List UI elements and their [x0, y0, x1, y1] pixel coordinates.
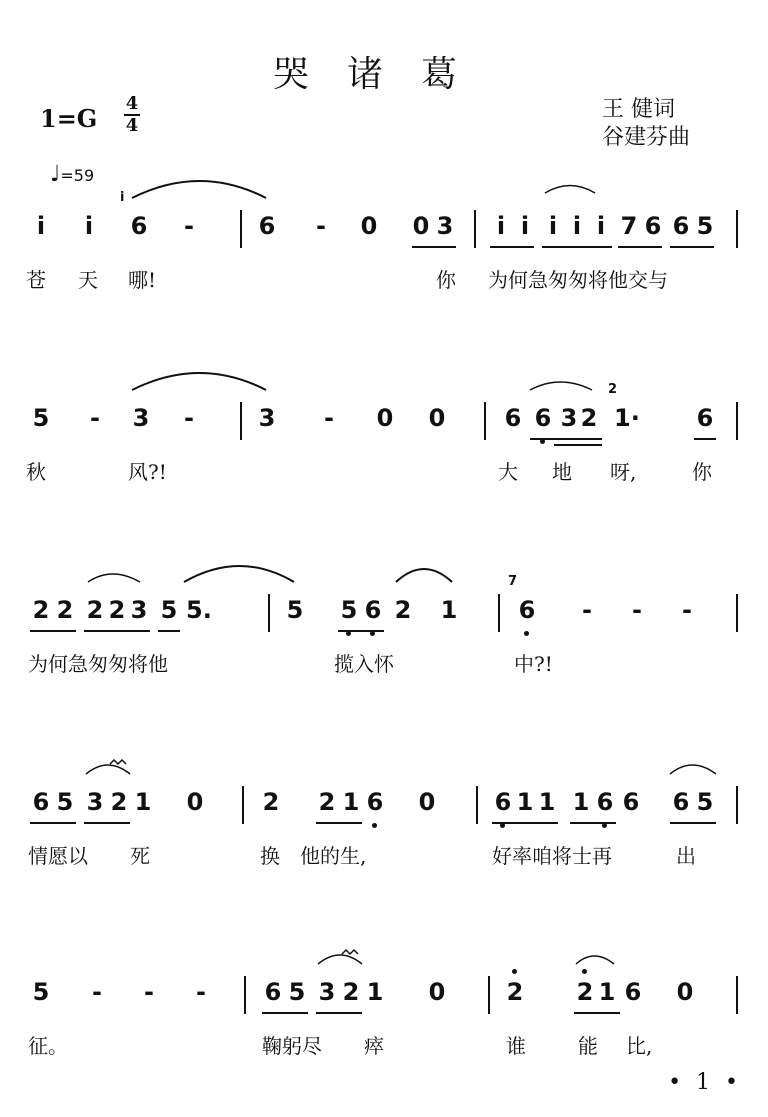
- underline: [338, 630, 384, 632]
- note: -: [184, 212, 194, 240]
- lyric: 秋: [26, 460, 46, 484]
- lyric: 揽入怀: [334, 652, 394, 676]
- barline: [736, 594, 738, 632]
- note: 2: [108, 596, 126, 624]
- underline: [670, 822, 716, 824]
- note: 5: [340, 596, 358, 624]
- lyric: 好率咱将士再: [492, 844, 612, 868]
- note: -: [316, 212, 326, 240]
- lyric: 为何急匆匆将他: [28, 652, 168, 676]
- note: i: [596, 212, 606, 240]
- note: 2: [342, 978, 360, 1006]
- lyric: 风?!: [128, 460, 167, 484]
- lyric: 出: [676, 844, 696, 868]
- underline: [570, 822, 616, 824]
- note: 6: [504, 404, 522, 432]
- note: i: [572, 212, 582, 240]
- lyric: 比,: [626, 1034, 653, 1058]
- low-octave-dot: [372, 823, 377, 828]
- barline: [736, 402, 738, 440]
- note: 6: [534, 404, 552, 432]
- note: 5: [286, 596, 304, 624]
- lyric: 为何急匆匆将他交与: [488, 268, 668, 292]
- barline: [240, 210, 242, 248]
- lyric: 鞠躬尽: [262, 1034, 322, 1058]
- tempo-value: =59: [60, 166, 95, 185]
- note: 2: [506, 978, 524, 1006]
- barline: [476, 786, 478, 824]
- lyric: 你: [692, 460, 712, 484]
- high-octave-dot: [512, 969, 517, 974]
- note: 6: [622, 788, 640, 816]
- note: 1: [134, 788, 152, 816]
- underline: [618, 246, 662, 248]
- lyric: 天: [78, 268, 98, 292]
- note: 6: [130, 212, 148, 240]
- note: 1·: [614, 404, 640, 432]
- note: 6: [264, 978, 282, 1006]
- note: -: [632, 596, 642, 624]
- note: 0: [418, 788, 436, 816]
- barline: [242, 786, 244, 824]
- underline: [574, 1012, 620, 1014]
- lyric: 死: [130, 844, 150, 868]
- note: 2: [394, 596, 412, 624]
- time-signature: [124, 94, 140, 136]
- key-signature: 1=G: [40, 104, 98, 133]
- underline: [554, 444, 602, 446]
- note: 3: [436, 212, 454, 240]
- barline: [736, 210, 738, 248]
- grace-note: 7: [508, 574, 518, 589]
- note: 5: [696, 212, 714, 240]
- meter-bottom: 4: [125, 115, 139, 136]
- underline: [316, 1012, 362, 1014]
- note: 3: [258, 404, 276, 432]
- note: 2: [32, 596, 50, 624]
- note: 0: [412, 212, 430, 240]
- note: 5: [56, 788, 74, 816]
- lyric-row: [0, 456, 768, 488]
- note-row: [0, 404, 768, 444]
- note: 1: [572, 788, 590, 816]
- note: 3: [318, 978, 336, 1006]
- note: 6: [494, 788, 512, 816]
- note: 5.: [186, 596, 212, 624]
- note: -: [90, 404, 100, 432]
- note: 0: [676, 978, 694, 1006]
- lyric: 地: [552, 460, 572, 484]
- note: 3: [560, 404, 578, 432]
- note: i: [84, 212, 94, 240]
- note: -: [92, 978, 102, 1006]
- note: 6: [364, 596, 382, 624]
- note: 2: [86, 596, 104, 624]
- barline: [498, 594, 500, 632]
- note: 6: [644, 212, 662, 240]
- note: 6: [32, 788, 50, 816]
- note: 2: [110, 788, 128, 816]
- note: 5: [32, 978, 50, 1006]
- lyric: 征。: [28, 1034, 68, 1058]
- note-row: [0, 596, 768, 636]
- lyric-row: [0, 264, 768, 296]
- underline: [158, 630, 180, 632]
- note: 5: [32, 404, 50, 432]
- lyric: 呀,: [610, 460, 637, 484]
- lyric: 苍: [26, 268, 46, 292]
- lyric: 大: [498, 460, 518, 484]
- note-row: [0, 788, 768, 828]
- note: 6: [696, 404, 714, 432]
- lyric: 中?!: [514, 652, 553, 676]
- quarter-note-icon: ♩: [50, 162, 61, 187]
- note: 0: [360, 212, 378, 240]
- note: i: [548, 212, 558, 240]
- barline: [268, 594, 270, 632]
- note: -: [144, 978, 154, 1006]
- meter-top: 4: [125, 93, 139, 114]
- lyric: 换: [260, 844, 280, 868]
- lyric-row: [0, 648, 768, 680]
- barline: [244, 976, 246, 1014]
- low-octave-dot: [524, 631, 529, 636]
- note: -: [324, 404, 334, 432]
- underline: [530, 438, 602, 440]
- song-title: 哭诸葛: [272, 54, 495, 95]
- lyric: 情愿以: [28, 844, 88, 868]
- composer-credit: 谷建芬曲: [602, 125, 691, 150]
- underline: [30, 630, 76, 632]
- note: i: [496, 212, 506, 240]
- underline: [492, 822, 558, 824]
- note: 3: [86, 788, 104, 816]
- note: 6: [624, 978, 642, 1006]
- note: 2: [580, 404, 598, 432]
- note: 6: [672, 788, 690, 816]
- note: 6: [366, 788, 384, 816]
- note: -: [582, 596, 592, 624]
- lyric: 他的生,: [300, 844, 367, 868]
- underline: [84, 822, 130, 824]
- note: 1: [440, 596, 458, 624]
- note: 0: [428, 404, 446, 432]
- note: 5: [160, 596, 178, 624]
- note: -: [184, 404, 194, 432]
- note: 1: [516, 788, 534, 816]
- note: 6: [672, 212, 690, 240]
- high-octave-dot: [582, 969, 587, 974]
- lyricist-credit: 王 健词: [602, 97, 675, 122]
- underline: [490, 246, 534, 248]
- barline: [240, 402, 242, 440]
- note: 1: [366, 978, 384, 1006]
- note: 0: [376, 404, 394, 432]
- note: 7: [620, 212, 638, 240]
- note: 2: [262, 788, 280, 816]
- lyric: 你: [436, 268, 456, 292]
- note: 5: [696, 788, 714, 816]
- note-row: [0, 978, 768, 1018]
- note: i: [36, 212, 46, 240]
- note: 3: [130, 596, 148, 624]
- grace-note: i: [120, 190, 125, 205]
- note: 2: [318, 788, 336, 816]
- lyric: 谁: [506, 1034, 526, 1058]
- barline: [736, 976, 738, 1014]
- grace-note: 2: [608, 382, 618, 397]
- underline: [412, 246, 456, 248]
- note-row: [0, 212, 768, 252]
- barline: [484, 402, 486, 440]
- note: 0: [186, 788, 204, 816]
- note: 6: [596, 788, 614, 816]
- lyric-row: [0, 840, 768, 872]
- note: 6: [518, 596, 536, 624]
- underline: [542, 246, 612, 248]
- underline: [316, 822, 362, 824]
- note: -: [196, 978, 206, 1006]
- underline: [84, 630, 150, 632]
- note: 5: [288, 978, 306, 1006]
- note: 2: [576, 978, 594, 1006]
- underline: [670, 246, 714, 248]
- barline: [488, 976, 490, 1014]
- note: 1: [342, 788, 360, 816]
- underline: [694, 438, 716, 440]
- page-number: • 1 •: [668, 1070, 742, 1095]
- note: 1: [598, 978, 616, 1006]
- lyric: 哪!: [128, 268, 157, 292]
- barline: [736, 786, 738, 824]
- note: -: [682, 596, 692, 624]
- lyric-row: [0, 1030, 768, 1062]
- underline: [262, 1012, 308, 1014]
- note: 6: [258, 212, 276, 240]
- lyric: 瘁: [364, 1034, 384, 1058]
- barline: [474, 210, 476, 248]
- lyric: 能: [578, 1034, 598, 1058]
- note: i: [520, 212, 530, 240]
- note: 1: [538, 788, 556, 816]
- note: 3: [132, 404, 150, 432]
- underline: [30, 822, 76, 824]
- note: 0: [428, 978, 446, 1006]
- note: 2: [56, 596, 74, 624]
